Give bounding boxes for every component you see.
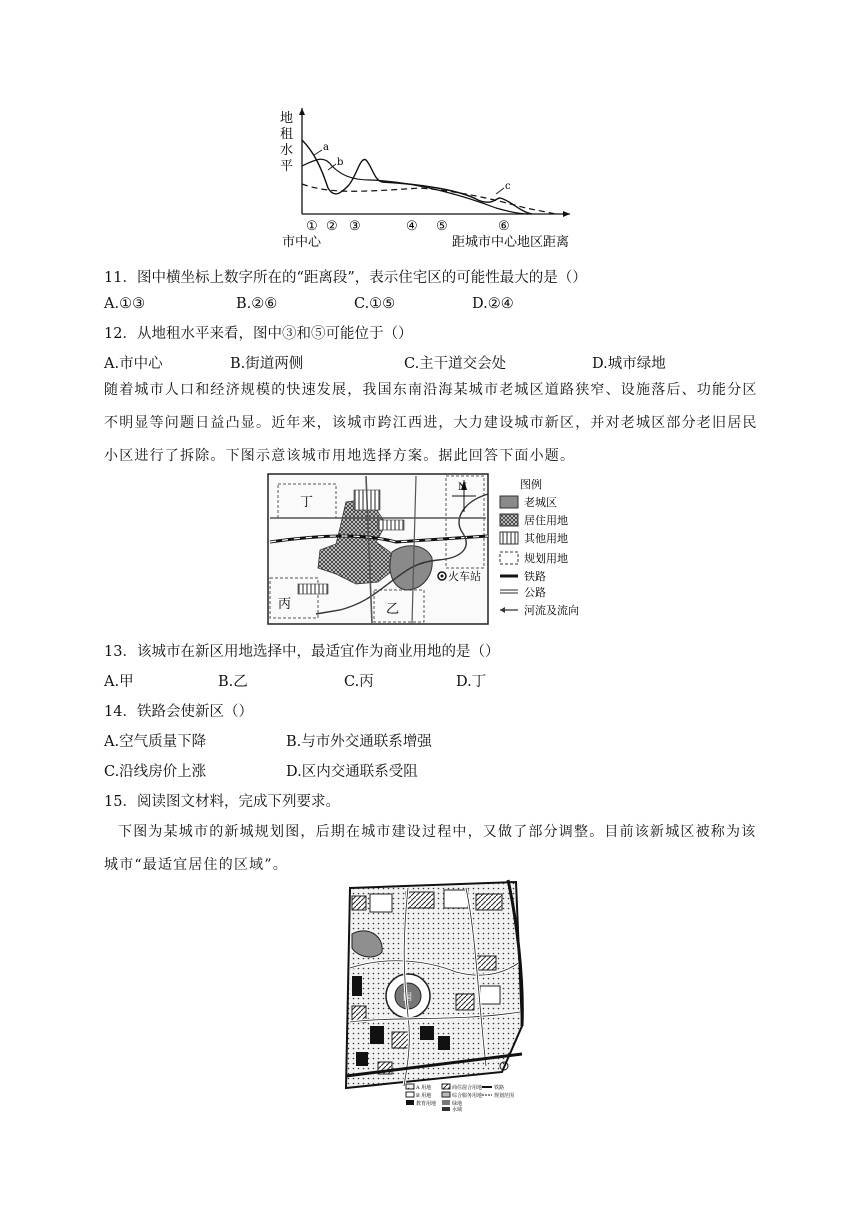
- svg-text:水: 水: [280, 143, 294, 158]
- land-use-map: [266, 472, 600, 628]
- q12-option-b[interactable]: B.街道两侧: [230, 356, 304, 372]
- svg-text:铁路: 铁路: [494, 1085, 505, 1091]
- q13-option-c[interactable]: C.丙: [344, 674, 374, 690]
- svg-text:地: 地: [280, 111, 294, 126]
- svg-text:规划用地: 规划用地: [524, 552, 568, 565]
- q11-option-b[interactable]: B.②⑥: [236, 296, 278, 312]
- q14-option-d[interactable]: D.区内交通联系受阻: [286, 764, 418, 780]
- svg-text:铁路: 铁路: [524, 570, 546, 583]
- svg-text:①: ①: [306, 219, 318, 234]
- q13-option-d[interactable]: D.丁: [456, 674, 487, 690]
- other-land-3: [298, 584, 328, 594]
- area-bing: 丙: [278, 597, 292, 612]
- q11-option-d[interactable]: D.②④: [472, 296, 514, 312]
- q15-stem: 15．阅读图文材料，完成下列要求。: [104, 794, 340, 810]
- svg-text:⑤: ⑤: [436, 219, 448, 234]
- svg-text:⑥: ⑥: [498, 219, 510, 234]
- curve-a-label: a: [323, 142, 329, 153]
- svg-text:商住混合用地: 商住混合用地: [452, 1085, 483, 1091]
- svg-text:③: ③: [349, 219, 361, 234]
- svg-text:B 用地: B 用地: [416, 1093, 432, 1099]
- q13-option-a[interactable]: A.甲: [104, 674, 134, 690]
- legend-3: [406, 1084, 514, 1112]
- x-ticks: [306, 219, 510, 234]
- new-city-plan: [326, 876, 538, 1112]
- svg-text:④: ④: [406, 219, 418, 234]
- q14-option-a[interactable]: A.空气质量下降: [104, 734, 207, 750]
- svg-text:规划范围: 规划范围: [494, 1093, 515, 1099]
- q11-stem: 11．图中横坐标上数字所在的“距离段”，表示住宅区的可能性最大的是（）: [104, 270, 587, 286]
- station-label: 火车站: [448, 570, 481, 583]
- q12-option-c[interactable]: C.主干道交会处: [404, 356, 507, 372]
- svg-text:河流及流向: 河流及流向: [524, 604, 579, 617]
- q15-text: 下图为某城市的新城规划图，后期在城市建设过程中，又做了部分调整。目前该新城区被称为该城市“最适宜居住的区域”。: [104, 824, 757, 873]
- y-axis-label: [280, 110, 293, 174]
- svg-text:其他用地: 其他用地: [524, 532, 568, 545]
- curve-a: [302, 140, 532, 214]
- land-rent-figure: [270, 108, 590, 250]
- q12-stem: 12．从地租水平来看，图中③和⑤可能位于（）: [104, 326, 413, 342]
- q13-stem: 13．该城市在新区用地选择中，最适宜作为商业用地的是（）: [104, 644, 500, 660]
- curve-b: [302, 159, 528, 214]
- curve-b-label: b: [337, 157, 344, 168]
- center-label: 园: [403, 993, 413, 1003]
- q11-option-c[interactable]: C.①⑤: [354, 296, 396, 312]
- x-left-label: 市中心: [282, 235, 322, 250]
- svg-text:平: 平: [280, 159, 294, 174]
- q14-option-c[interactable]: C.沿线房价上涨: [104, 764, 207, 780]
- q13-option-b[interactable]: B.乙: [218, 674, 248, 690]
- x-right-label: 距城市中心地区距离: [452, 235, 570, 250]
- svg-text:水域: 水域: [452, 1107, 463, 1112]
- area-yi: 乙: [386, 602, 400, 617]
- area-ding: 丁: [300, 495, 314, 510]
- svg-text:租: 租: [280, 127, 294, 142]
- svg-text:绿地: 绿地: [452, 1101, 463, 1107]
- q12-option-d[interactable]: D.城市绿地: [592, 356, 666, 372]
- svg-text:图例: 图例: [520, 478, 542, 491]
- q12-option-a[interactable]: A.市中心: [104, 356, 163, 372]
- svg-text:A 用地: A 用地: [416, 1085, 432, 1091]
- q11-option-a[interactable]: A.①③: [104, 296, 146, 312]
- svg-text:老城区: 老城区: [524, 496, 557, 509]
- q14-option-b[interactable]: B.与市外交通联系增强: [286, 734, 432, 750]
- svg-text:②: ②: [326, 219, 338, 234]
- other-land-2: [378, 520, 404, 530]
- svg-text:居住用地: 居住用地: [524, 514, 568, 527]
- passage-1: 随着城市人口和经济规模的快速发展，我国东南沿海某城市老城区道路狭窄、设施落后、功能分区不明显等问题日益凸显。近年来，该城市跨江西进，大力建设城市新区，并对老城区部分老旧居民小区进行了拆除。下图示意该城市用地选择方案。据此回答下面小题。: [104, 382, 758, 464]
- svg-text:N: N: [458, 482, 467, 493]
- svg-text:综合服务用地: 综合服务用地: [452, 1093, 483, 1099]
- svg-text:教育用地: 教育用地: [416, 1101, 437, 1107]
- q14-stem: 14．铁路会使新区（）: [104, 704, 253, 720]
- legend-2: [500, 477, 579, 617]
- svg-text:公路: 公路: [524, 586, 546, 599]
- curve-c-label: c: [505, 181, 511, 192]
